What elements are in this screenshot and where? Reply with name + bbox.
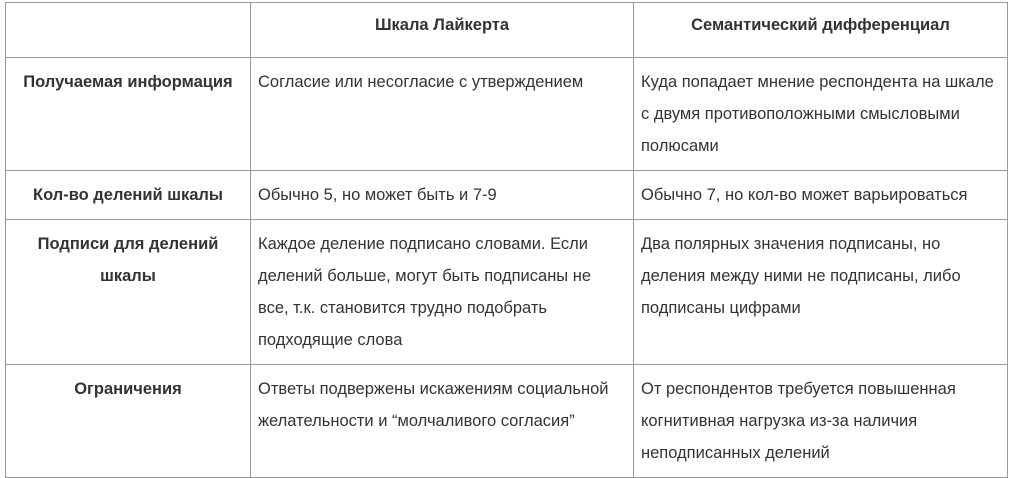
semantic-cell: Обычно 7, но кол-во может варьироваться (634, 171, 1008, 220)
semantic-cell: Два полярных значения подписаны, но деления между ними не подписаны, либо подписаны цифрами (634, 220, 1008, 365)
row-label: Ограничения (6, 365, 251, 478)
header-corner-cell (6, 3, 251, 58)
semantic-cell: Куда попадает мнение респондента на шкале с двумя противоположными смысловыми полюсами (634, 58, 1008, 171)
likert-cell: Обычно 5, но может быть и 7-9 (251, 171, 634, 220)
table-row (6, 365, 1008, 478)
table-header-row (6, 3, 1008, 58)
row-label: Кол-во делений шкалы (6, 171, 251, 220)
comparison-table-container (5, 2, 1007, 478)
likert-cell: Согласие или несогласие с утверждением (251, 58, 634, 171)
comparison-table (5, 2, 1008, 478)
table-row (6, 171, 1008, 220)
header-semantic-differential: Семантический дифференциал (634, 3, 1008, 58)
row-label: Получаемая информация (6, 58, 251, 171)
row-label: Подписи для делений шкалы (6, 220, 251, 365)
table-row (6, 58, 1008, 171)
semantic-cell: От респондентов требуется повышенная когнитивная нагрузка из-за наличия неподписанных делений (634, 365, 1008, 478)
table-row (6, 220, 1008, 365)
likert-cell: Ответы подвержены искажениям социальной желательности и “молчаливого согласия” (251, 365, 634, 478)
likert-cell: Каждое деление подписано словами. Если делений больше, могут быть подписаны не все, т.к. становится трудно подобрать подходящие слова (251, 220, 634, 365)
header-likert-scale: Шкала Лайкерта (251, 3, 634, 58)
